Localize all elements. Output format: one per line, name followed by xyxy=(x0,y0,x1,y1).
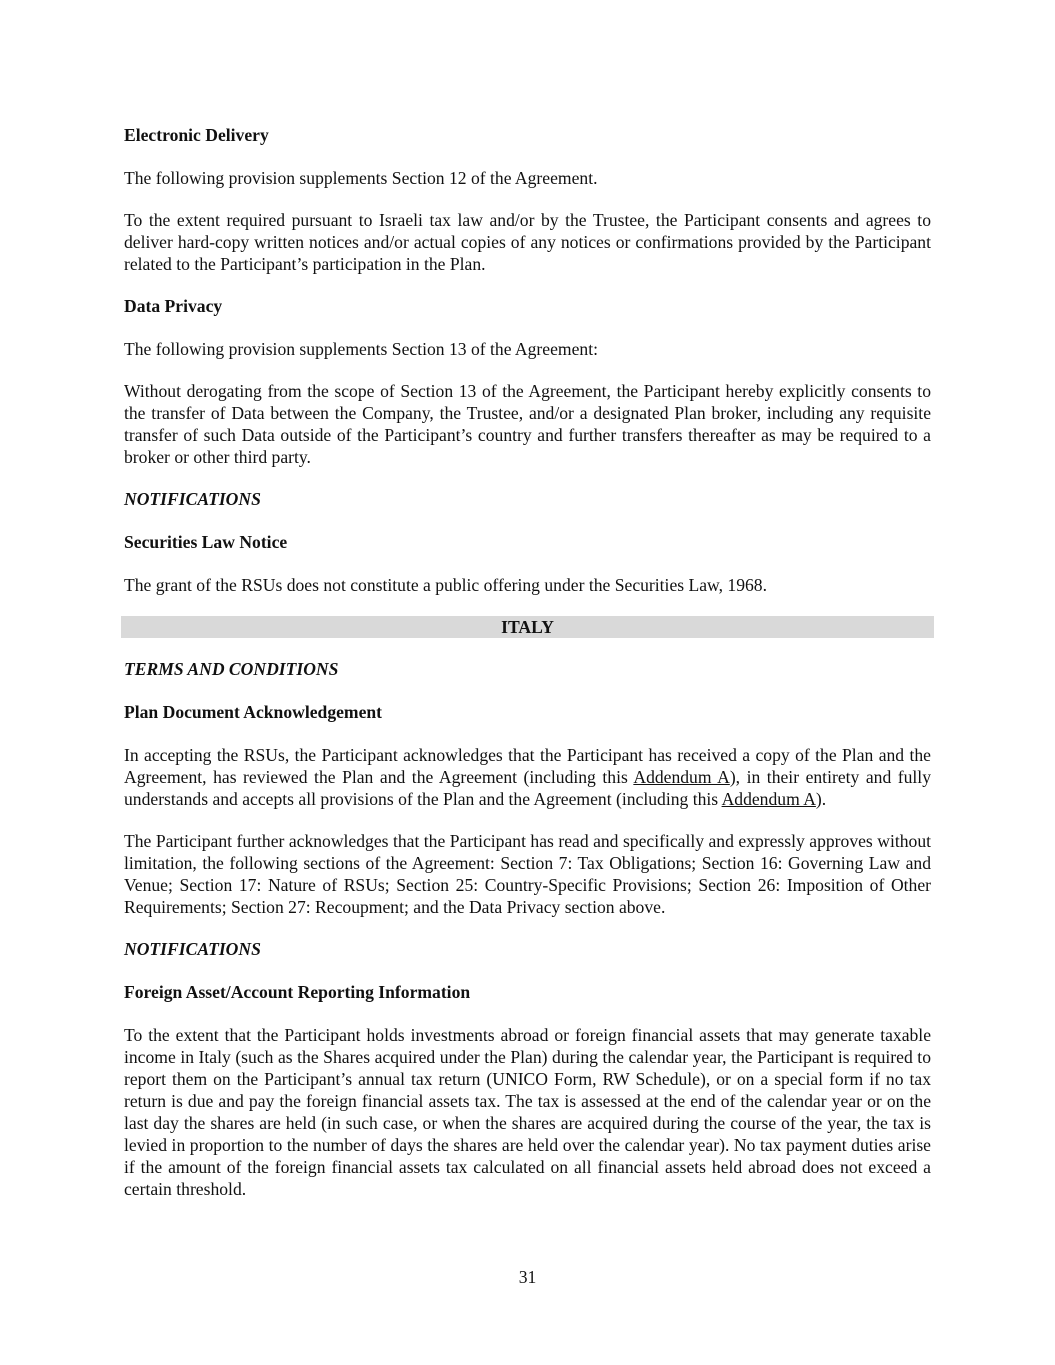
plan-document-text xyxy=(124,744,931,810)
israel-notifications-heading: NOTIFICATIONS xyxy=(124,489,261,509)
foreign-asset-text: To the extent that the Participant holds investments abroad or foreign financial assets that may generate taxable income in Italy (such as the Shares acquired under the Plan) during the calendar year, the Participant is required to report them on the Participant’s annual tax return (UNICO Form, RW Schedule), or on a special form if no tax return is due and pay the foreign financial assets tax. The tax is assessed at the end of the calendar year or on the last day the shares are held (in such case, or when the shares are acquired during the course of the year, the tax is levied in proportion to the number of days the shares are held over the calendar year). No tax payment duties arise if the amount of the foreign financial assets tax calculated on all financial assets held abroad does not exceed a certain threshold. xyxy=(124,1025,931,1199)
data-privacy-heading: Data Privacy xyxy=(124,296,223,316)
terms-and-conditions-heading: TERMS AND CONDITIONS xyxy=(124,659,339,679)
document-body xyxy=(124,124,931,1220)
country-banner-italy: ITALY xyxy=(121,616,934,638)
plan-document-heading: Plan Document Acknowledgement xyxy=(124,702,383,722)
securities-law-heading: Securities Law Notice xyxy=(124,532,288,552)
plan-document-approval-text: The Participant further acknowledges that the Participant has read and specifically and expressly approves without limitation, the following sections of the Agreement: Section 7: Tax Obligations; Section 16: Governing Law and Venue; Section 17: Nature of RSUs; Section 25: Country-Specific Provisions; Section 26: Imposition of Other Requirements; Section 27: Recoupment; and the Data Privacy section above. xyxy=(124,831,931,917)
italy-notifications-heading: NOTIFICATIONS xyxy=(124,939,261,959)
plan-document-text-part-3: ). xyxy=(815,789,827,809)
electronic-delivery-text: To the extent required pursuant to Israeli tax law and/or by the Trustee, the Participant consents and agrees to deliver hard-copy written notices and/or actual copies of any notices or confirmations provided by the Participant related to the Participant’s participation in the Plan. xyxy=(124,210,931,274)
data-privacy-text: Without derogating from the scope of Section 13 of the Agreement, the Participant hereby explicitly consents to the transfer of Data between the Company, the Trustee, and/or a designated Plan broker, including any requisite transfer of such Data outside of the Participant’s country and further transfers thereafter as may be required to a broker or other third party. xyxy=(124,381,931,467)
plan-document-text-part-1: In accepting the RSUs, the Participant acknowledges that the Participant has received a copy of the Plan and the Agreement, has reviewed the Plan and the Agreement (including this xyxy=(124,745,931,787)
securities-law-text: The grant of the RSUs does not constitute a public offering under the Securities Law, 1968. xyxy=(124,575,768,595)
foreign-asset-heading: Foreign Asset/Account Reporting Information xyxy=(124,982,471,1002)
plan-document-text-part-2: ), in their entirety and fully understands and accepts all provisions of the Plan and the Agreement (including this xyxy=(124,767,931,809)
electronic-delivery-intro: The following provision supplements Section 12 of the Agreement. xyxy=(124,168,598,188)
page-number: 31 xyxy=(518,1267,537,1287)
addendum-a-reference-1: Addendum A xyxy=(633,767,730,787)
electronic-delivery-heading: Electronic Delivery xyxy=(124,125,269,145)
data-privacy-intro: The following provision supplements Section 13 of the Agreement: xyxy=(124,339,598,359)
addendum-a-reference-2: Addendum A xyxy=(721,789,816,809)
